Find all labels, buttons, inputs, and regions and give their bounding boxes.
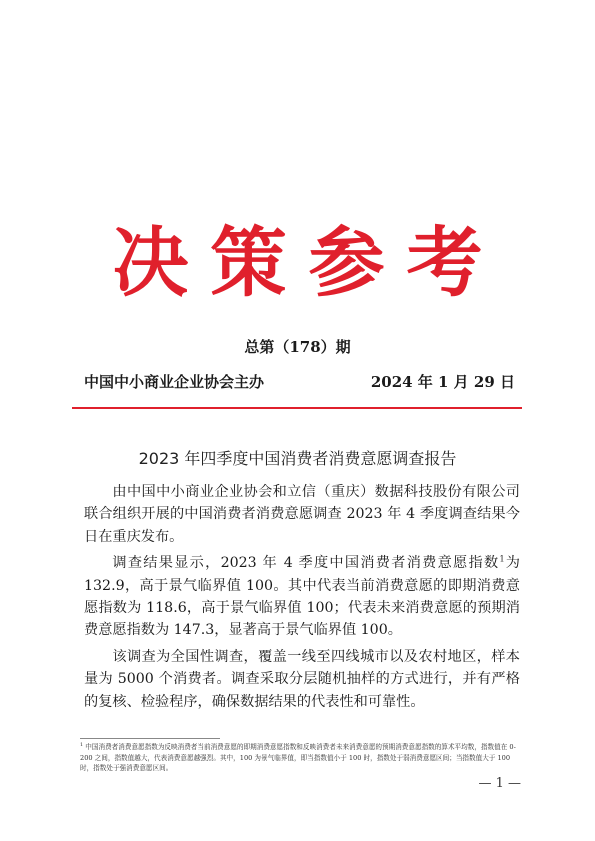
paragraph-1: 由中国中小商业企业协会和立信（重庆）数据科技股份有限公司联合组织开展的中国消费者消费意愿调查 2023 年 4 季度调查结果今日在重庆发布。 xyxy=(84,484,520,545)
footnote-ref[interactable]: 1 xyxy=(499,554,505,564)
report-title: 2023 年四季度中国消费者消费意愿调查报告 xyxy=(138,449,457,468)
publish-date: 2024 年 1 月 29 日 xyxy=(370,373,515,391)
issue-number: 总第（178）期 xyxy=(244,338,351,356)
paragraph-2-part-a: 调查结果显示，2023 年 4 季度中国消费者消费意愿指数 xyxy=(112,555,500,572)
page-number: — 1 — xyxy=(478,776,521,791)
paragraph-3: 该调查为全国性调查，覆盖一线至四线城市以及农村地区，样本量为 5000 个消费者。调查采取分层随机抽样的方式进行，并有严格的复核、检验程序，确保数据结果的代表性和可靠性。 xyxy=(84,648,520,710)
report-body xyxy=(84,481,520,717)
paragraph-2 xyxy=(84,552,520,642)
footnote-marker: 1 xyxy=(80,741,84,748)
masthead-title: 决策参考 xyxy=(112,218,505,307)
sponsor: 中国中小商业企业协会主办 xyxy=(84,373,265,391)
paragraph-2-part-b: 为 132.9，高于景气临界值 100。其中代表当前消费意愿的即期消费意愿指数为 118.6，高于景气临界值 100；代表未来消费意愿的预期消费意愿指数为 147.3，显著高于景气临界值 100。 xyxy=(84,555,520,639)
footnote-divider xyxy=(80,738,220,739)
footnote xyxy=(80,742,522,774)
footnote-text: 中国消费者消费意愿指数为反映消费者当前消费意愿的即期消费意愿指数和反映消费者未来消费意愿的预期消费意愿指数的算术平均数，指数值在 0-200 之间，指数值越大，代表消费意愿越强烈。其中，100 为景气临界值，即当指数值小于 100 时，指数处于弱消费意愿区间；当指数值大于 100 时，指数处于强消费意愿区间。 xyxy=(80,743,516,772)
header-divider xyxy=(72,407,522,409)
